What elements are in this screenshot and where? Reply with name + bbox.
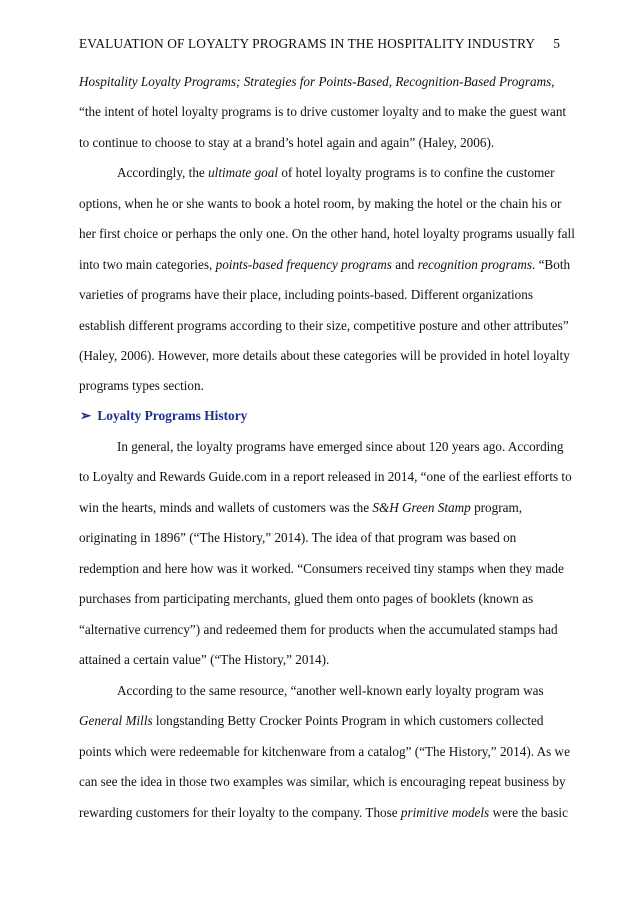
page-number: 5: [553, 36, 560, 51]
body-line: establish different programs according to their size, competitive posture and other attributes”: [79, 318, 569, 333]
running-header: [79, 36, 560, 56]
body-line: “the intent of hotel loyalty programs is to drive customer loyalty and to make the guest want: [79, 104, 567, 119]
body-line: General Mills longstanding Betty Crocker Points Program in which customers collected: [79, 713, 544, 728]
body-line: redemption and here how was it worked. “Consumers received tiny stamps when they made: [79, 561, 564, 576]
body-line: varieties of programs have their place, including points-based. Different organizations: [79, 287, 533, 302]
body-line: purchases from participating merchants, glued them onto pages of booklets (known as: [79, 591, 534, 606]
body-line: Hospitality Loyalty Programs; Strategies for Points-Based, Recognition-Based Programs,: [79, 74, 555, 89]
running-title: EVALUATION OF LOYALTY PROGRAMS IN THE HOSPITALITY INDUSTRY: [79, 36, 536, 51]
body-line: into two main categories, points-based frequency programs and recognition programs. “Both: [79, 257, 571, 272]
body-line: options, when he or she wants to book a hotel room, by making the hotel or the chain his or: [79, 196, 562, 211]
body-line: rewarding customers for their loyalty to the company. Those primitive models were the basic: [79, 805, 568, 820]
body-line: to Loyalty and Rewards Guide.com in a report released in 2014, “one of the earliest efforts to: [79, 469, 572, 484]
body-line: attained a certain value” (“The History,” 2014).: [79, 652, 330, 667]
body-line: her first choice or perhaps the only one. On the other hand, hotel loyalty programs usually fall: [79, 226, 575, 241]
body-line: “alternative currency”) and redeemed them for products when the accumulated stamps had: [79, 622, 558, 637]
body-line: According to the same resource, “another well-known early loyalty program was: [117, 683, 544, 698]
body-line: to continue to choose to stay at a brand’s hotel again and again” (Haley, 2006).: [79, 135, 495, 150]
body-line: can see the idea in those two examples was similar, which is encouraging repeat business by: [79, 774, 566, 789]
body-line: programs types section.: [79, 378, 204, 393]
body-line: In general, the loyalty programs have emerged since about 120 years ago. According: [117, 439, 564, 454]
body-line: (Haley, 2006). However, more details about these categories will be provided in hotel loyalty: [79, 348, 570, 363]
arrow-bullet-icon: ➢: [80, 408, 92, 423]
body-line: win the hearts, minds and wallets of customers was the S&H Green Stamp program,: [79, 500, 523, 515]
body-line: points which were redeemable for kitchenware from a catalog” (“The History,” 2014). As we: [79, 744, 570, 759]
body-line: Accordingly, the ultimate goal of hotel loyalty programs is to confine the customer: [117, 165, 555, 180]
section-heading-text: Loyalty Programs History: [97, 408, 248, 423]
section-heading: [80, 408, 247, 424]
body-line: originating in 1896” (“The History,” 2014). The idea of that program was based on: [79, 530, 517, 545]
